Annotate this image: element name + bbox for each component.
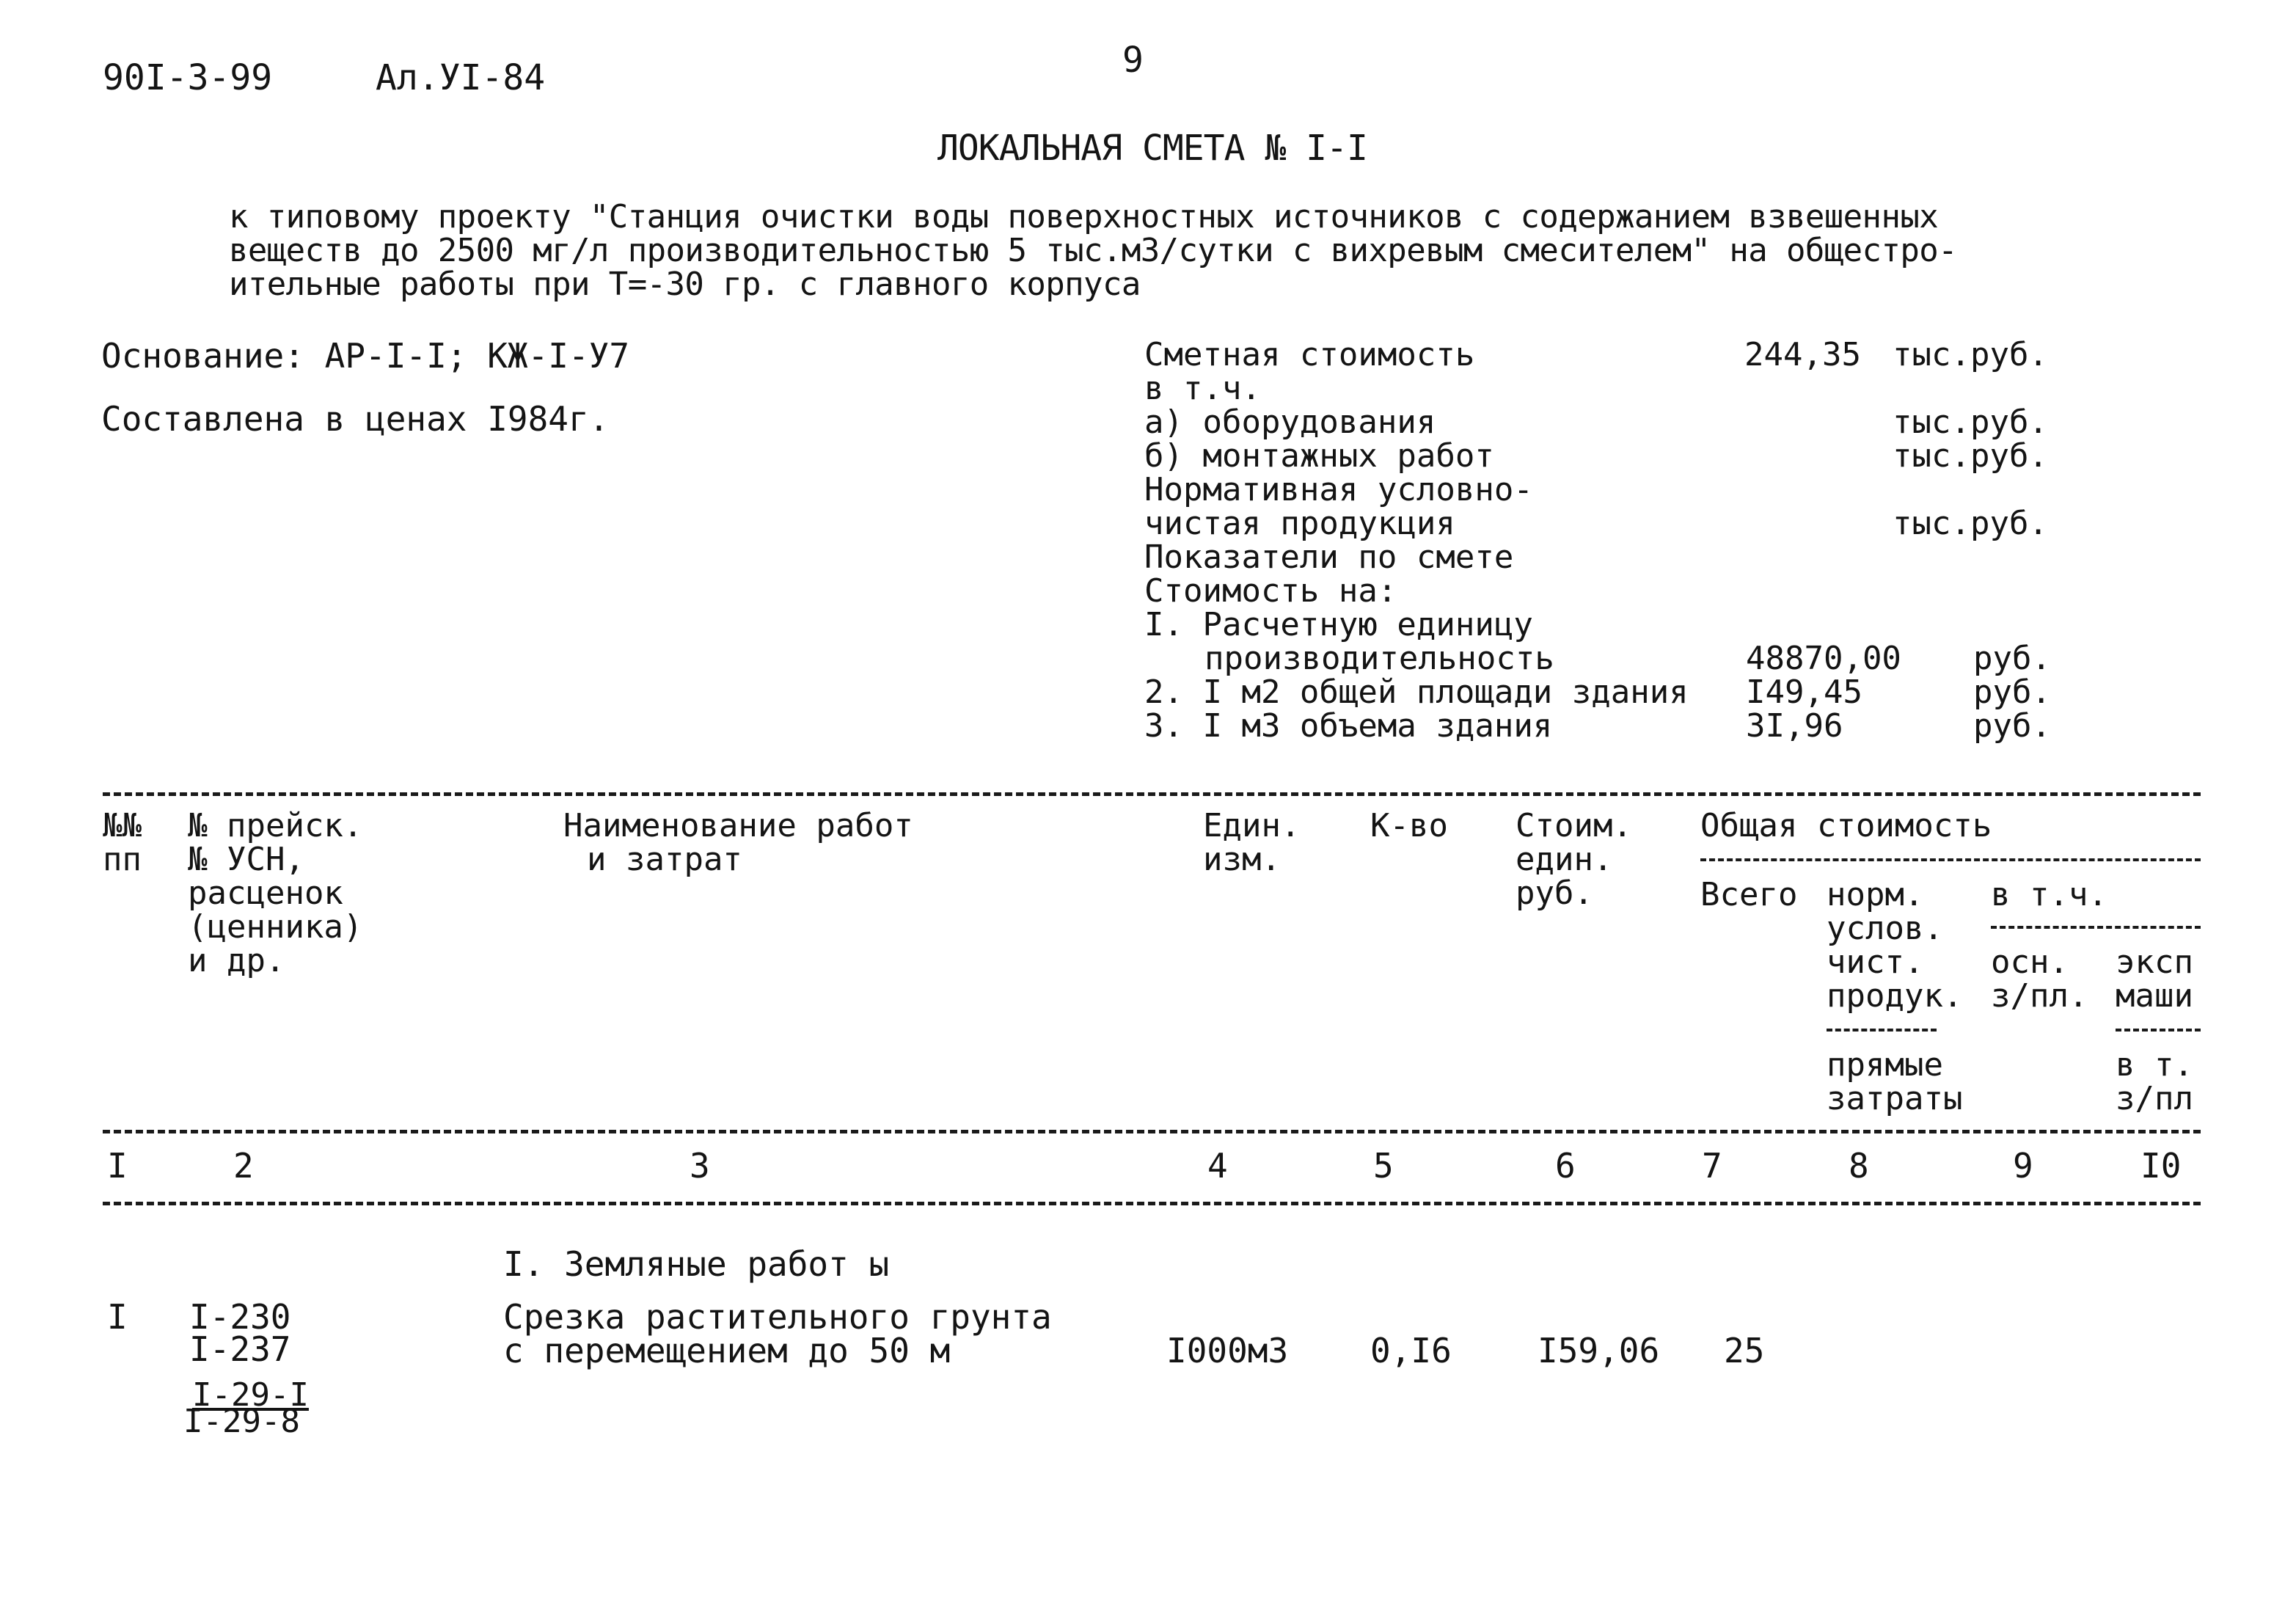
col4-header-line-1: Един. [1203, 807, 1301, 844]
column-number-7: 7 [1702, 1146, 1722, 1186]
normative-unit: тыс.руб. [1893, 505, 2048, 542]
row-unit: I000м3 [1166, 1331, 1289, 1370]
subtitle-line-3: ительные работы при Т=-30 гр. с главного корпуса [229, 266, 1141, 303]
document-number: 90I-3-99 [103, 57, 273, 98]
equipment-unit: тыс.руб. [1893, 404, 2048, 441]
estimated-cost-value: 244,35 [1744, 336, 1861, 373]
col8-header-line-2: услов. [1827, 910, 1943, 947]
indicators-label: Показатели по смете [1144, 538, 1514, 576]
basis-line: Основание: АР-I-I; КЖ-I-У7 [101, 336, 630, 376]
col4-header-line-2: изм. [1203, 841, 1281, 878]
col1-header-line-1: №№ [103, 807, 142, 844]
column-number-3: 3 [690, 1146, 710, 1186]
column-number-2: 2 [233, 1146, 254, 1186]
item2-value: I49,45 [1746, 673, 1862, 711]
col2-header-line-2: № УСН, [188, 841, 304, 878]
item1-unit: руб. [1973, 640, 2051, 677]
col8-lower-rule [1827, 1029, 1937, 1031]
estimated-cost-unit: тыс.руб. [1893, 336, 2048, 373]
item3-unit: руб. [1973, 707, 2051, 745]
total-cost-rule [1700, 858, 2201, 861]
estimated-cost-label: Сметная стоимость [1144, 336, 1475, 373]
total-cost-header: Общая стоимость [1700, 807, 1992, 844]
col10-lower-line-1: в т. [2116, 1046, 2193, 1084]
col9-header-line-2: з/пл. [1991, 977, 2088, 1015]
cost-per-label: Стоимость на: [1144, 572, 1397, 610]
row-name-line-2: с перемещением до 50 м [503, 1331, 951, 1370]
header-bottom-rule [103, 1130, 2201, 1133]
column-number-1: I [107, 1146, 128, 1186]
col8-header-line-1: норм. [1827, 876, 1924, 913]
col5-header: К-во [1370, 807, 1448, 844]
column-number-4: 4 [1207, 1146, 1228, 1186]
col7-header: Всего [1700, 876, 1798, 913]
row-unit-cost: I59,06 [1538, 1331, 1660, 1370]
column-number-9: 9 [2013, 1146, 2033, 1186]
column-number-10: I0 [2140, 1146, 2182, 1186]
col3-header-line-1: Наименование работ [563, 807, 913, 844]
col8-lower-line-2: затраты [1827, 1080, 1963, 1117]
item1-label-2: производительность [1204, 640, 1554, 677]
row-code-1: I-230 [189, 1297, 291, 1337]
col10-lower-line-2: з/пл [2116, 1080, 2193, 1117]
installation-unit: тыс.руб. [1893, 437, 2048, 475]
including-header: в т.ч. [1991, 876, 2107, 913]
table-top-rule [103, 792, 2201, 796]
numbers-bottom-rule [103, 1202, 2201, 1205]
row-quantity: 0,I6 [1370, 1331, 1452, 1370]
col6-header-line-1: Стоим. [1516, 807, 1632, 844]
col6-header-line-3: руб. [1516, 874, 1593, 912]
item2-unit: руб. [1973, 673, 2051, 711]
item3-label: 3. I м3 объема здания [1144, 707, 1553, 745]
col2-header-line-3: расценок [188, 874, 343, 912]
page-number: 9 [1122, 40, 1144, 81]
col8-header-line-4: продук. [1827, 977, 1963, 1015]
col3-header-line-2: и затрат [587, 841, 742, 878]
col2-header-line-5: и др. [188, 942, 285, 979]
section-title: I. Земляные работ ы [503, 1244, 890, 1284]
row-total: 25 [1724, 1331, 1765, 1370]
row-number: I [107, 1297, 128, 1337]
col6-header-line-2: един. [1516, 841, 1613, 878]
row-code-extra-1: I-29-I [192, 1376, 309, 1414]
subtitle-line-2: веществ до 2500 мг/л производительностью 5 тыс.м3/сутки с вихревым смесителем" на общестро- [229, 232, 1958, 269]
normative-label-2: чистая продукция [1144, 505, 1455, 542]
col8-header-line-3: чист. [1827, 943, 1924, 981]
row-code-2: I-237 [189, 1329, 291, 1369]
normative-label-1: Нормативная условно- [1144, 471, 1533, 508]
installation-label: б) монтажных работ [1144, 437, 1494, 475]
col2-header-line-1: № прейск. [188, 807, 363, 844]
including-label: в т.ч. [1144, 370, 1261, 407]
item1-label-1: I. Расчетную единицу [1144, 606, 1533, 643]
col1-header-line-2: пп [103, 841, 142, 878]
col8-lower-line-1: прямые [1827, 1046, 1943, 1084]
album-number: Ал.УI-84 [376, 57, 546, 98]
document-title: ЛОКАЛЬНАЯ СМЕТА № I-I [937, 128, 1367, 169]
equipment-label: а) оборудования [1144, 404, 1436, 441]
column-number-6: 6 [1555, 1146, 1576, 1186]
col10-lower-rule [2116, 1029, 2201, 1031]
prices-line: Составлена в ценах I984г. [101, 399, 610, 439]
row-code-extra-2: I-29-8 [183, 1403, 300, 1440]
item2-label: 2. I м2 общей площади здания [1144, 673, 1689, 711]
col10-header-line-2: маши [2116, 977, 2193, 1015]
item3-value: 3I,96 [1746, 707, 1843, 745]
item1-value: 48870,00 [1746, 640, 1901, 677]
including-rule [1991, 926, 2201, 929]
column-number-5: 5 [1373, 1146, 1394, 1186]
col9-header-line-1: осн. [1991, 943, 2069, 981]
col10-header-line-1: эксп [2116, 943, 2193, 981]
row-name-line-1: Срезка растительного грунта [503, 1297, 1052, 1337]
col2-header-line-4: (ценника) [188, 908, 363, 946]
subtitle-line-1: к типовому проекту "Станция очистки воды поверхностных источников с содержанием взвешенных [229, 198, 1939, 235]
column-number-8: 8 [1849, 1146, 1869, 1186]
